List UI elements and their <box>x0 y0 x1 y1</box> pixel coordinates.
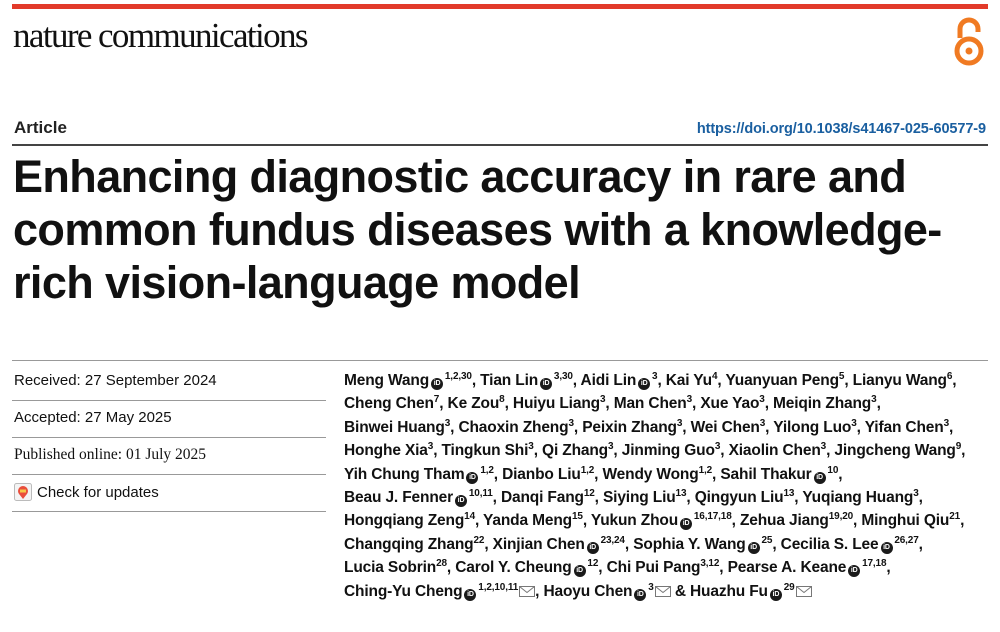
author-name[interactable] <box>728 559 887 576</box>
author-name-text: Yanda Meng <box>483 512 572 530</box>
affiliation-number[interactable]: 25 <box>759 534 773 546</box>
author-name-text: Cheng Chen <box>344 395 434 413</box>
author-name[interactable] <box>344 419 450 436</box>
affiliation-number[interactable]: 3 <box>676 417 683 429</box>
orcid-icon[interactable]: iD <box>466 472 478 484</box>
affiliation-number[interactable]: 1,2 <box>478 464 494 476</box>
author-name[interactable] <box>729 442 827 459</box>
affiliation-number[interactable]: 3 <box>599 394 606 406</box>
affiliation-number[interactable]: 1,2,10,11 <box>476 581 519 593</box>
orcid-icon[interactable]: iD <box>464 589 476 601</box>
affiliation-number[interactable]: 28 <box>436 558 447 570</box>
journal-accent-bar <box>12 4 988 9</box>
author-name-text: Carol Y. Cheung <box>455 559 572 577</box>
author-name[interactable] <box>834 442 961 459</box>
author-name[interactable] <box>607 559 720 576</box>
author-name-text: Chaoxin Zheng <box>458 418 569 436</box>
affiliation-number[interactable]: 5 <box>838 371 845 382</box>
header-rule <box>12 144 988 146</box>
author-name-text: Yih Chung Tham <box>344 465 465 483</box>
author-name-text: Tian Lin <box>480 372 539 389</box>
author-name-text: Huiyu Liang <box>512 395 600 413</box>
author-name[interactable] <box>853 372 953 389</box>
author-name-text: Changqing Zhang <box>344 535 474 553</box>
author-name-text: Binwei Huang <box>344 418 445 436</box>
author-name-text: Meng Wang <box>344 372 430 389</box>
email-icon[interactable] <box>519 586 535 597</box>
orcid-icon[interactable]: iD <box>881 542 893 554</box>
affiliation-number[interactable]: 3 <box>608 441 614 453</box>
author-name-text: Qingyun Liu <box>694 489 784 507</box>
author-name-text: Jinming Guo <box>621 442 715 460</box>
journal-name[interactable]: nature communications <box>13 16 307 55</box>
author-name[interactable] <box>344 536 484 553</box>
author-name[interactable] <box>614 395 692 412</box>
author-name[interactable] <box>603 489 686 506</box>
author-name-text: Zehua Jiang <box>739 512 829 530</box>
author-name[interactable] <box>781 536 919 553</box>
author-name[interactable] <box>773 395 877 412</box>
affiliation-number[interactable]: 17,18 <box>860 558 887 570</box>
author-name[interactable] <box>344 583 535 600</box>
affiliation-number[interactable]: 6 <box>946 371 953 382</box>
orcid-icon[interactable]: iD <box>814 472 826 484</box>
author-name[interactable] <box>591 512 732 529</box>
author-name-text: Xue Yao <box>700 395 760 413</box>
author-name[interactable] <box>720 466 838 483</box>
affiliation-number[interactable]: 19,20 <box>828 511 854 523</box>
affiliation-number[interactable]: 3 <box>851 417 857 429</box>
author-name-text: Xinjian Chen <box>492 535 585 553</box>
author-name[interactable] <box>458 419 573 436</box>
author-name[interactable] <box>773 419 856 436</box>
author-name[interactable] <box>344 559 447 576</box>
accepted-date: Accepted: 27 May 2025 <box>14 409 172 426</box>
orcid-icon[interactable]: iD <box>574 565 586 577</box>
author-name[interactable] <box>344 442 433 459</box>
author-name[interactable] <box>501 489 595 506</box>
meta-divider <box>12 400 326 401</box>
affiliation-number[interactable]: 3 <box>759 417 766 429</box>
author-name-text: Ke Zou <box>447 395 500 413</box>
article-title: Enhancing diagnostic accuracy in rare and common fundus diseases with a knowledge-rich vision-language model <box>13 151 942 308</box>
affiliation-number[interactable]: 13 <box>783 488 795 500</box>
open-access-icon <box>949 16 989 68</box>
affiliation-number[interactable]: 9 <box>955 441 962 453</box>
affiliation-number[interactable]: 3 <box>528 441 534 453</box>
author-name[interactable] <box>493 536 625 553</box>
affiliation-number[interactable]: 21 <box>949 511 961 523</box>
email-icon[interactable] <box>655 586 671 597</box>
affiliation-number[interactable]: 7 <box>433 394 440 406</box>
author-name-text: Huazhu Fu <box>690 582 768 600</box>
check-for-updates-icon <box>14 483 32 501</box>
author-name-text: Yifan Chen <box>864 418 944 436</box>
orcid-icon[interactable]: iD <box>638 378 650 390</box>
author-name[interactable] <box>700 395 764 412</box>
author-name-text: Pearse A. Keane <box>727 559 847 577</box>
affiliation-number[interactable]: 3 <box>444 417 451 429</box>
author-name-text: Sophia Y. Wang <box>633 535 746 553</box>
orcid-icon[interactable]: iD <box>748 542 760 554</box>
author-name[interactable] <box>691 419 766 436</box>
article-type: Article <box>14 118 67 137</box>
affiliation-number[interactable]: 3 <box>646 581 654 593</box>
affiliation-number[interactable]: 1,2 <box>698 464 713 476</box>
author-name-text: Yuanyuan Peng <box>725 372 839 389</box>
author-name-text: Haoyu Chen <box>543 582 633 600</box>
affiliation-number[interactable]: 3 <box>759 394 765 406</box>
check-for-updates-button[interactable] <box>14 483 159 501</box>
author-name-text: Lianyu Wang <box>852 372 947 389</box>
author-name[interactable] <box>602 466 712 483</box>
orcid-icon[interactable]: iD <box>634 589 646 601</box>
author-name-text: Yuqiang Huang <box>802 489 914 507</box>
title-rule <box>12 360 988 361</box>
affiliation-number[interactable]: 12 <box>583 488 595 500</box>
author-list: Meng Wang iD $^{1,2,30}$, Tian Lin iD $^{3,30}$, Aidi Lin iD $^3$, Kai Yu$^4$, Yuanyuan Peng$^5$, Lianyu Wang$^6$, Cheng Chen$^7$, Ke Zou$^8$, Huiyu Liang$^3$, Man Chen$^3$, Xue Yao$^3$, Meiqin Zhang$^3$, Binwei Huang$^3$, Chaoxin Zheng$^3$, Peixin Zhang$^3$, Wei Chen$^3$, Yilong Luo$^3$, Yifan Chen$^3$, Honghe Xia$^3$, Tingkun Shi$^3$, Qi Zhang$^3$, Jinming Guo$^3$, Xiaolin Chen$^3$, Jingcheng Wang$^9$, Yih Chung Tham iD $^{1,2}$, Dianbo Liu$^{1,2}$, Wendy Wong$^{1,2}$, Sahil Thakur iD $^{10}$, Beau J. Fenner iD $^{10,11}$, Danqi Fang$^{12}$, Siying Liu$^{13}$, Qingyun Liu$^{13}$, Yuqiang Huang$^3$, Hongqiang Zeng$^{14}$, Yanda Meng$^{15}$, Yukun Zhou iD $^{16,17,18}$, Zehua Jiang$^{19,20}$, Minghui Qiu$^{21}$, Changqing Zhang$^{22}$, Xinjian Chen iD $^{23,24}$, Sophia Y. Wang iD $^{25}$, Cecilia S. Lee iD $^{26,27}$, Lucia Sobrin$^{28}$, Carol Y. Cheung iD $^{12}$, Chi Pui Pang$^{3,12}$, Pearse A. Keane iD $^{17,18}$, Ching-Yu Cheng iD $^{1,2,10,11}$ , Haoyu Chen iD $^3$ & Huazhu Fu iD $^{29}$ <box>344 371 966 600</box>
author-name[interactable] <box>344 395 439 412</box>
affiliation-number[interactable]: 15 <box>571 511 583 523</box>
author-name[interactable] <box>740 512 853 529</box>
email-icon[interactable] <box>796 586 812 597</box>
author-name[interactable] <box>344 489 493 506</box>
affiliation-number[interactable]: 3 <box>943 417 949 429</box>
affiliation-number[interactable]: 3 <box>427 441 434 453</box>
affiliation-number[interactable]: 3 <box>714 441 721 453</box>
author-name[interactable] <box>861 512 960 529</box>
author-name[interactable] <box>502 466 594 483</box>
affiliation-number[interactable]: 14 <box>464 511 475 523</box>
received-date: Received: 27 September 2024 <box>14 372 217 389</box>
affiliation-number[interactable]: 12 <box>585 558 599 570</box>
author-name[interactable] <box>582 419 682 436</box>
author-name-text: Qi Zhang <box>542 442 608 460</box>
affiliation-number[interactable]: 22 <box>473 534 485 546</box>
author-name-text: Beau J. Fenner <box>344 489 454 507</box>
author-name-text: Jingcheng Wang <box>834 442 956 460</box>
author-name[interactable] <box>633 536 772 553</box>
doi-link[interactable]: https://doi.org/10.1038/s41467-025-60577-9 <box>696 121 986 137</box>
author-name[interactable] <box>344 466 494 483</box>
affiliation-number[interactable]: 3 <box>913 488 919 500</box>
author-name[interactable] <box>695 489 795 506</box>
author-name-text: Tingkun Shi <box>441 442 529 460</box>
meta-divider <box>12 511 326 512</box>
author-name-text: Meiqin Zhang <box>773 395 872 413</box>
affiliation-number[interactable]: 3 <box>686 394 692 406</box>
author-name[interactable] <box>543 583 670 600</box>
author-name[interactable] <box>513 395 605 412</box>
author-name-text: Ching-Yu Cheng <box>344 582 463 600</box>
affiliation-number[interactable]: 29 <box>781 581 795 593</box>
author-name[interactable] <box>725 372 844 389</box>
author-name[interactable] <box>666 372 718 389</box>
orcid-icon[interactable]: iD <box>431 378 443 390</box>
author-name-text: Lucia Sobrin <box>344 559 437 577</box>
affiliation-number[interactable]: 3 <box>820 441 827 453</box>
author-name[interactable] <box>344 372 472 389</box>
author-name[interactable] <box>442 442 534 459</box>
orcid-icon[interactable]: iD <box>680 518 692 530</box>
author-name[interactable] <box>622 442 721 459</box>
author-name-text: Cecilia S. Lee <box>780 535 879 553</box>
affiliation-number[interactable]: 3 <box>650 371 658 382</box>
author-name-text: Siying Liu <box>602 489 676 507</box>
affiliation-number[interactable]: 23,24 <box>598 534 625 546</box>
affiliation-number[interactable]: 26,27 <box>892 534 919 546</box>
author-name-text: Wendy Wong <box>602 465 699 483</box>
author-name[interactable] <box>480 372 573 389</box>
affiliation-number[interactable]: 13 <box>675 488 687 500</box>
author-name-text: Peixin Zhang <box>582 418 677 436</box>
orcid-icon[interactable]: iD <box>540 378 552 390</box>
author-name-text: Honghe Xia <box>344 442 428 460</box>
author-name-text: Dianbo Liu <box>502 465 581 483</box>
author-name-text: Wei Chen <box>690 418 760 436</box>
author-name[interactable] <box>690 583 812 600</box>
author-name[interactable] <box>581 372 658 389</box>
author-name[interactable] <box>448 395 505 412</box>
author-name[interactable] <box>802 489 918 506</box>
affiliation-number[interactable]: 3 <box>568 417 574 429</box>
affiliation-number[interactable]: 3 <box>871 394 877 406</box>
check-for-updates-label: Check for updates <box>37 483 159 501</box>
orcid-icon[interactable]: iD <box>770 589 782 601</box>
author-name-text: Danqi Fang <box>500 489 584 507</box>
affiliation-number[interactable]: 10,11 <box>467 488 493 500</box>
author-name[interactable] <box>344 512 475 529</box>
author-name-text: Sahil Thakur <box>720 465 812 483</box>
affiliation-number[interactable]: 8 <box>499 394 505 406</box>
author-name-text: Chi Pui Pang <box>606 559 701 577</box>
author-name[interactable] <box>542 442 613 459</box>
published-date: Published online: 01 July 2025 <box>14 446 207 463</box>
orcid-icon[interactable]: iD <box>848 565 860 577</box>
author-name-text: Minghui Qiu <box>861 512 950 530</box>
affiliation-number[interactable]: 4 <box>711 371 718 382</box>
author-name-text: Xiaolin Chen <box>728 442 821 460</box>
author-name-text: Yilong Luo <box>773 418 852 436</box>
affiliation-number[interactable]: 10 <box>825 464 839 476</box>
affiliation-number[interactable]: 16,17,18 <box>692 511 732 523</box>
author-name-text: Hongqiang Zeng <box>344 512 465 530</box>
author-name-text: Yukun Zhou <box>590 512 679 530</box>
affiliation-number[interactable]: 3,30 <box>552 371 573 382</box>
meta-divider <box>12 437 326 438</box>
meta-divider <box>12 474 326 475</box>
author-name-text: Man Chen <box>613 395 687 413</box>
author-name-text: Kai Yu <box>665 372 712 389</box>
author-name[interactable] <box>865 419 949 436</box>
affiliation-number[interactable]: 1,2,30 <box>443 371 472 382</box>
orcid-icon[interactable]: iD <box>587 542 599 554</box>
author-name-text: Aidi Lin <box>580 372 637 389</box>
author-name[interactable] <box>455 559 598 576</box>
affiliation-number[interactable]: 1,2 <box>580 464 595 476</box>
author-name[interactable] <box>483 512 583 529</box>
affiliation-number[interactable]: 3,12 <box>700 558 720 570</box>
orcid-icon[interactable]: iD <box>455 495 467 507</box>
